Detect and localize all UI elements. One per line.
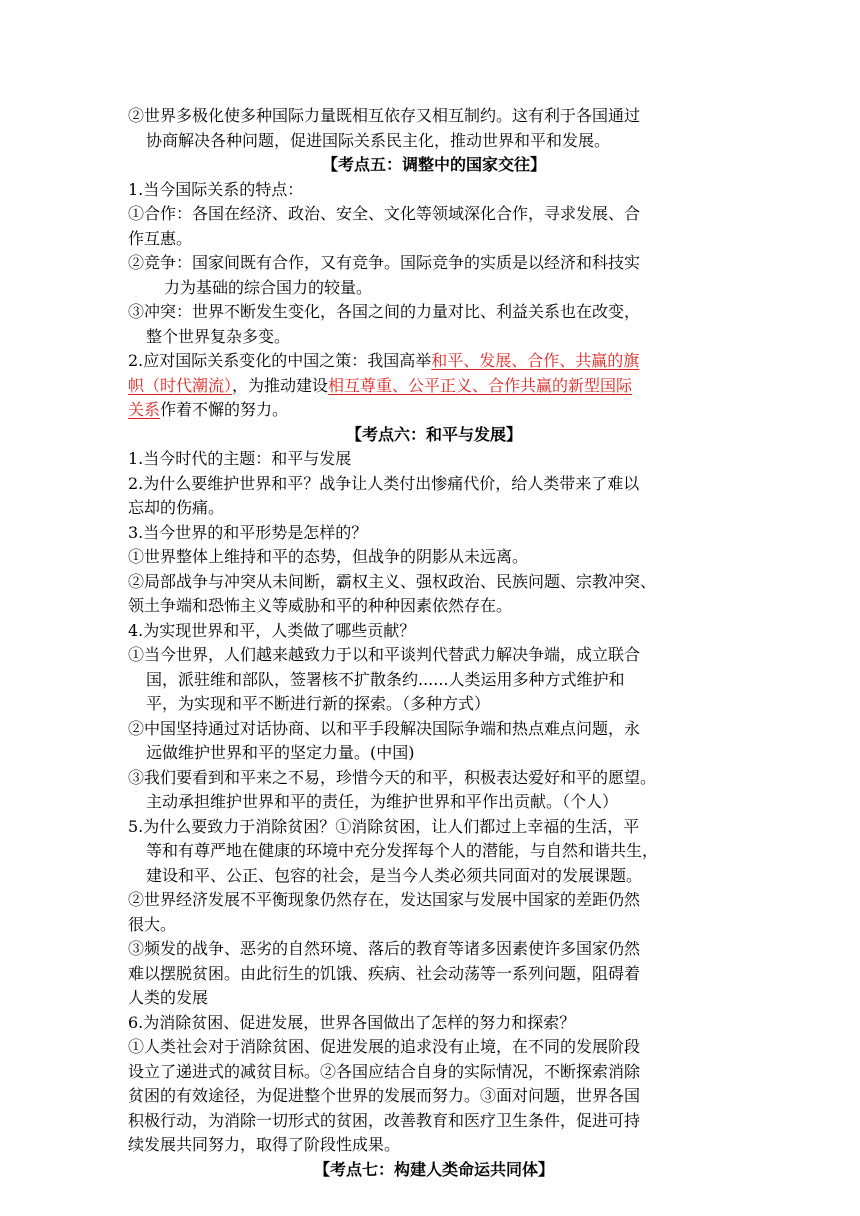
section-heading-5: 【考点五：调整中的国家交往】: [321, 155, 546, 174]
policy-middle: ，为推动建设: [232, 375, 329, 395]
text-line: 整个世界复杂多变。: [146, 326, 291, 346]
text-line: 5.为什么要致力于消除贫困？①消除贫困，让人们都过上幸福的生活，平: [128, 816, 640, 836]
text-line: 设立了递进式的减贫目标。②各国应结合自身的实际情况，不断探索消除: [128, 1061, 641, 1081]
text-line: 领土争端和恐怖主义等威胁和平的种种因素依然存在。: [128, 596, 513, 615]
policy-prefix: 2.应对国际关系变化的中国之策：我国高举: [128, 351, 432, 370]
text-line: ①合作：各国在经济、政治、安全、文化等领域深化合作，寻求发展、合: [128, 204, 641, 223]
text-line: 贫困的有效途径，为促进整个世界的发展而努力。③面对问题，世界各国: [128, 1086, 641, 1105]
policy-line-3: [128, 398, 740, 423]
text-line: 1.当今时代的主题：和平与发展: [128, 449, 352, 468]
highlight-relations-end: 关系: [128, 400, 161, 419]
policy-suffix: 作着不懈的努力。: [160, 400, 289, 419]
text-line: 2.为什么要维护世界和平？战争让人类付出惨痛代价，给人类带来了难以: [128, 473, 640, 493]
document-body: [128, 104, 740, 1182]
text-line: 远做维护世界和平的坚定力量。(中国): [146, 743, 415, 762]
section-heading-7: 【考点七：构建人类命运共同体】: [313, 1159, 554, 1179]
section-heading-6: 【考点六：和平与发展】: [345, 424, 522, 444]
highlight-era-trend: 帜（时代潮流）: [128, 375, 233, 395]
text-line: ②局部战争与冲突从未间断，霸权主义、强权政治、民族问题、宗教冲突、: [128, 571, 657, 591]
text-line: 很大。: [128, 914, 177, 934]
text-line: 积极行动，为消除一切形式的贫困，改善教育和医疗卫生条件，促进可持: [128, 1110, 641, 1130]
text-line: 难以摆脱贫困。由此衍生的饥饿、疾病、社会动荡等一系列问题，阻碍着: [128, 963, 641, 983]
text-line: 作互惠。: [128, 228, 193, 248]
text-line: ③我们要看到和平来之不易，珍惜今天的和平，积极表达爱好和平的愿望。: [128, 767, 657, 787]
text-line: 1.当今国际关系的特点：: [128, 179, 304, 199]
text-line: ①当今世界，人们越来越致力于以和平谈判代替武力解决争端，成立联合: [128, 645, 641, 664]
text-line: 忘却的伤痛。: [128, 498, 225, 517]
highlight-peace-development: 和平、发展、合作、共赢的旗: [431, 351, 640, 370]
text-line: ②世界多极化使多种国际力量既相互依存又相互制约。这有利于各国通过: [128, 106, 641, 125]
text-line: 平，为实现和平不断进行新的探索。（多种方式）: [146, 694, 491, 713]
text-line: ②竞争：国家间既有合作，又有竞争。国际竞争的实质是以经济和科技实: [128, 253, 641, 272]
text-line: 国，派驻维和部队，签署核不扩散条约......人类运用多种方式维护和: [146, 669, 625, 689]
text-line: 主动承担维护世界和平的责任，为维护世界和平作出贡献。（个人）: [146, 792, 619, 811]
text-line: 续发展共同努力，取得了阶段性成果。: [128, 1135, 401, 1154]
text-line: ②中国坚持通过对话协商、以和平手段解决国际争端和热点难点问题，永: [128, 718, 641, 738]
policy-line-2: [128, 374, 740, 399]
policy-line-1: [128, 349, 740, 374]
text-line: 6.为消除贫困、促进发展，世界各国做出了怎样的努力和探索？: [128, 1012, 576, 1032]
text-line: ③冲突：世界不断发生变化，各国之间的力量对比、利益关系也在改变，: [128, 302, 641, 321]
text-line: 人类的发展: [128, 988, 209, 1007]
text-line: ③频发的战争、恶劣的自然环境、落后的教育等诸多因素使许多国家仍然: [128, 939, 641, 958]
text-line: 协商解决各种问题，促进国际关系民主化，推动世界和平和发展。: [146, 130, 611, 150]
text-line: ①世界整体上维持和平的态势，但战争的阴影从未远离。: [128, 547, 529, 566]
text-line: 建设和平、公正、包容的社会，是当今人类必须共同面对的发展课题。: [146, 865, 643, 885]
text-line: 3.当今世界的和平形势是怎样的？: [128, 522, 368, 542]
text-line: ②世界经济发展不平衡现象仍然存在，发达国家与发展中国家的差距仍然: [128, 890, 641, 909]
highlight-new-relations: 相互尊重、公平正义、合作共赢的新型国际: [328, 375, 633, 395]
text-line: 等和有尊严地在健康的环境中充分发挥每个人的潜能，与自然和谐共生，: [146, 841, 659, 860]
text-line: 力为基础的综合国力的较量。: [164, 277, 373, 297]
text-line: 4.为实现世界和平，人类做了哪些贡献？: [128, 620, 416, 640]
text-line: ①人类社会对于消除贫困、促进发展的追求没有止境，在不同的发展阶段: [128, 1037, 641, 1056]
